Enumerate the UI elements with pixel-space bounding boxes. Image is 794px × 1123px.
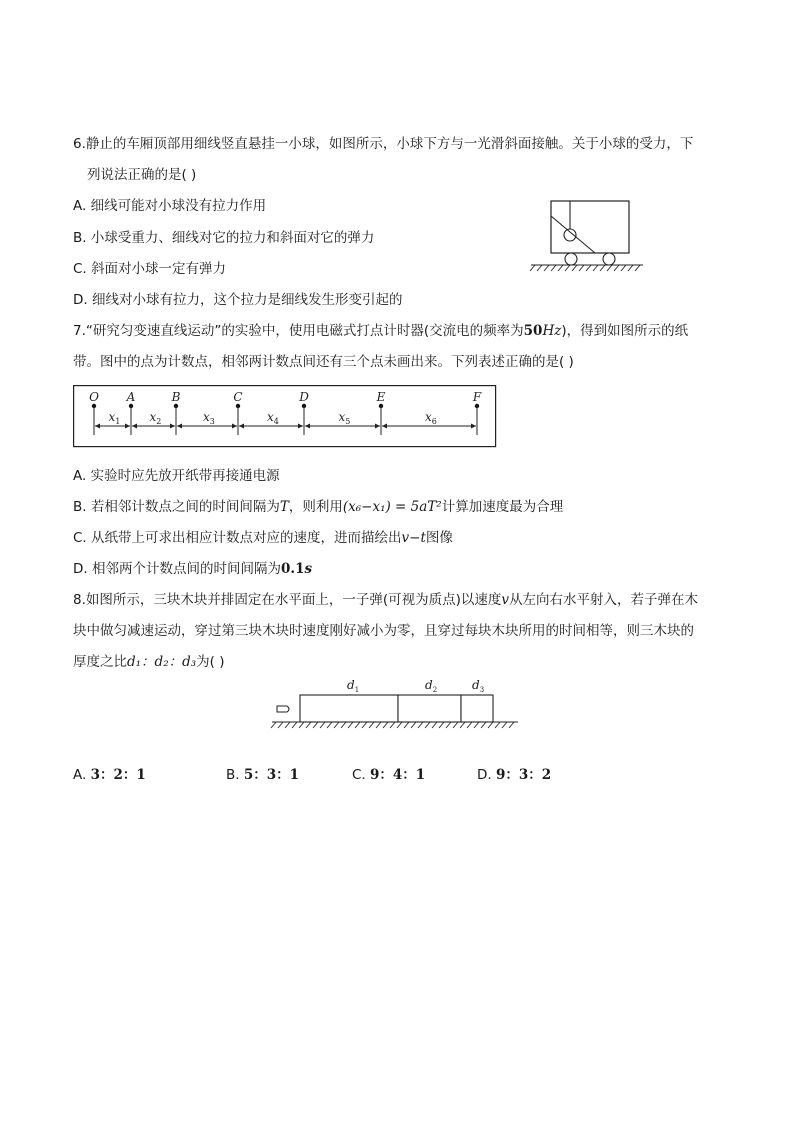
tape-arrowhead-x4-right xyxy=(298,424,303,429)
q6-option-c: C. 斜面对小球一定有弹力 xyxy=(73,261,227,277)
tape-arrowhead-x1-left xyxy=(95,424,100,429)
hatch-stroke xyxy=(313,722,318,728)
tape-arrowhead-x4-left xyxy=(239,424,244,429)
q7-option-d-unit: s xyxy=(304,561,313,577)
tape-segment-label-x4: $x_4$ xyxy=(267,410,279,426)
hatch-stroke xyxy=(460,722,465,728)
q7-option-b-T: T xyxy=(279,499,289,515)
q8-ratio: d₁：d₂：d₃ xyxy=(127,654,197,670)
hatch-stroke xyxy=(390,722,395,728)
q8-velocity-symbol: v xyxy=(501,592,510,608)
q7-option-a: A. 实验时应先放开纸带再接通电源 xyxy=(73,468,280,484)
q6-carriage-figure xyxy=(525,198,650,273)
q7-stem-line2: 带。图中的点为计数点，相邻两计数点间还有三个点未画出来。下列表述正确的是( ) xyxy=(73,354,574,370)
q8-stem-line1-a: 8.如图所示，三块木块并排固定在水平面上，一子弹(可视为质点)以速度 xyxy=(73,592,502,608)
hatch-stroke xyxy=(369,722,374,728)
tape-point-label-F: F xyxy=(472,390,482,404)
q8-stem-line2: 块中做匀减速运动，穿过第三块木块时速度刚好减小为零，且穿过每块木块所用的时间相等，则三木块的 xyxy=(73,623,694,639)
tape-point-label-E: E xyxy=(376,390,386,404)
tape-arrowhead-x2-left xyxy=(132,424,137,429)
tape-point-label-A: A xyxy=(126,390,136,404)
tape-arrowhead-x1-right xyxy=(125,424,130,429)
q7-option-d-value: 0.1 xyxy=(280,561,305,577)
hatch-stroke xyxy=(320,722,325,728)
q8-option-a: A. 3：2：1 xyxy=(73,767,146,783)
q8-option-b: B. 5：3：1 xyxy=(226,767,300,783)
tape-segment-label-x1: $x_1$ xyxy=(108,410,121,426)
q6-option-b: B. 小球受重力、细线对它的拉力和斜面对它的弹力 xyxy=(73,230,375,246)
hatch-stroke xyxy=(488,722,493,728)
tape-point-label-O: O xyxy=(89,390,99,404)
q7-option-c-pre: C. 从纸带上可求出相应计数点对应的速度，进而描绘出 xyxy=(73,530,402,546)
q7-option-b-pre: B. 若相邻计数点之间的时间间隔为 xyxy=(73,499,280,515)
hatch-stroke xyxy=(467,722,472,728)
hatch-stroke xyxy=(474,722,479,728)
block-1 xyxy=(300,695,398,722)
q7-stem-line1-b: )，得到如图所示的纸 xyxy=(561,323,689,339)
block-2 xyxy=(398,695,461,722)
hatch-stroke xyxy=(278,722,283,728)
tape-arrowhead-x3-left xyxy=(177,424,182,429)
ground-hatch xyxy=(530,265,640,271)
q7-option-b xyxy=(73,497,563,517)
hatch-stroke xyxy=(439,722,444,728)
q6-stem-line2: 列说法正确的是( ) xyxy=(87,167,197,183)
block-3-label: $d_3$ xyxy=(472,678,485,694)
ground-hatch xyxy=(271,722,514,728)
q7-option-c-post: 图像 xyxy=(425,530,453,546)
q7-stem-line1 xyxy=(73,321,688,341)
q7-option-b-formula: (x₆−x₁) = 5aT² xyxy=(342,499,442,515)
tape-point-label-B: B xyxy=(171,390,181,404)
tape-segment-label-x6: $x_6$ xyxy=(425,410,437,426)
q8-option-a-value: 3：2：1 xyxy=(90,767,146,783)
hatch-stroke xyxy=(341,722,346,728)
q7-frequency: 50 xyxy=(523,323,543,339)
bullet xyxy=(277,706,289,712)
q6-stem-line1: 6.静止的车厢顶部用细线竖直悬挂一小球，如图所示，小球下方与一光滑斜面接触。关于小球的受力，下 xyxy=(73,136,694,152)
block-2-label: $d_2$ xyxy=(425,678,438,694)
q8-blocks-figure xyxy=(270,674,520,734)
q7-option-d xyxy=(73,559,312,579)
hatch-stroke xyxy=(446,722,451,728)
q7-option-b-mid: ，则利用 xyxy=(288,499,343,515)
hatch-stroke xyxy=(355,722,360,728)
hatch-stroke xyxy=(502,722,507,728)
wheel-right xyxy=(603,253,615,265)
tape-arrowhead-x3-right xyxy=(232,424,237,429)
hatch-stroke xyxy=(383,722,388,728)
q8-option-c-value: 9：4：1 xyxy=(370,767,426,783)
hatch-stroke xyxy=(334,722,339,728)
tape-segment-label-x2: $x_2$ xyxy=(149,410,162,426)
q6-option-d: D. 细线对小球有拉力，这个拉力是细线发生形变引起的 xyxy=(73,292,403,308)
q8-option-b-value: 5：3：1 xyxy=(243,767,300,783)
hatch-stroke xyxy=(418,722,423,728)
hatch-stroke xyxy=(306,722,311,728)
hatch-stroke xyxy=(327,722,332,728)
hatch-stroke xyxy=(432,722,437,728)
q8-stem-line1 xyxy=(73,590,698,610)
tape-point-label-D: D xyxy=(299,390,309,404)
tape-segment-label-x5: $x_5$ xyxy=(338,410,351,426)
hatch-stroke xyxy=(411,722,416,728)
q7-option-d-pre: D. 相邻两个计数点间的时间间隔为 xyxy=(73,561,281,577)
tape-arrowhead-x5-right xyxy=(375,424,380,429)
incline-surface xyxy=(551,216,595,253)
tape-segment-label-x3: $x_3$ xyxy=(203,410,215,426)
q7-paper-tape-figure xyxy=(73,385,498,448)
tape-arrowhead-x6-right xyxy=(471,424,476,429)
hatch-stroke xyxy=(481,722,486,728)
q8-stem-line3 xyxy=(73,652,225,672)
hatch-stroke xyxy=(348,722,353,728)
hatch-stroke xyxy=(299,722,304,728)
q8-option-d-value: 9：3：2 xyxy=(495,767,552,783)
tape-arrowhead-x6-left xyxy=(382,424,387,429)
hatch-stroke xyxy=(285,722,290,728)
hatch-stroke xyxy=(362,722,367,728)
tape-arrowhead-x2-right xyxy=(170,424,175,429)
q7-option-c-vt: v−t xyxy=(401,530,426,546)
hatch-stroke xyxy=(509,722,514,728)
q7-frequency-unit: Hz xyxy=(542,323,562,339)
q6-option-a: A. 细线可能对小球没有拉力作用 xyxy=(73,198,267,214)
hatch-stroke xyxy=(404,722,409,728)
hatch-stroke xyxy=(453,722,458,728)
tape-arrowhead-x5-left xyxy=(305,424,310,429)
hatch-stroke xyxy=(425,722,430,728)
q8-stem-line3-pre: 厚度之比 xyxy=(73,654,127,670)
q8-stem-line1-b: 从左向右水平射入，若子弹在木 xyxy=(509,592,699,608)
carriage-body xyxy=(551,201,629,253)
hatch-stroke xyxy=(495,722,500,728)
q7-option-c xyxy=(73,528,453,548)
q7-option-b-post: 计算加速度最为合理 xyxy=(441,499,564,515)
hatch-stroke xyxy=(292,722,297,728)
hatch-stroke xyxy=(271,722,276,728)
q7-stem-line1-a: 7.“研究匀变速直线运动”的实验中，使用电磁式打点计时器(交流电的频率为 xyxy=(73,323,524,339)
wheel-left xyxy=(565,253,577,265)
q8-option-c: C. 9：4：1 xyxy=(352,767,426,783)
hatch-stroke xyxy=(376,722,381,728)
q8-stem-line3-post: 为( ) xyxy=(196,654,225,670)
tape-point-label-C: C xyxy=(233,390,243,404)
block-1-label: $d_1$ xyxy=(347,678,360,694)
q8-option-d: D. 9：3：2 xyxy=(477,767,552,783)
hatch-stroke xyxy=(397,722,402,728)
block-3 xyxy=(461,695,493,722)
